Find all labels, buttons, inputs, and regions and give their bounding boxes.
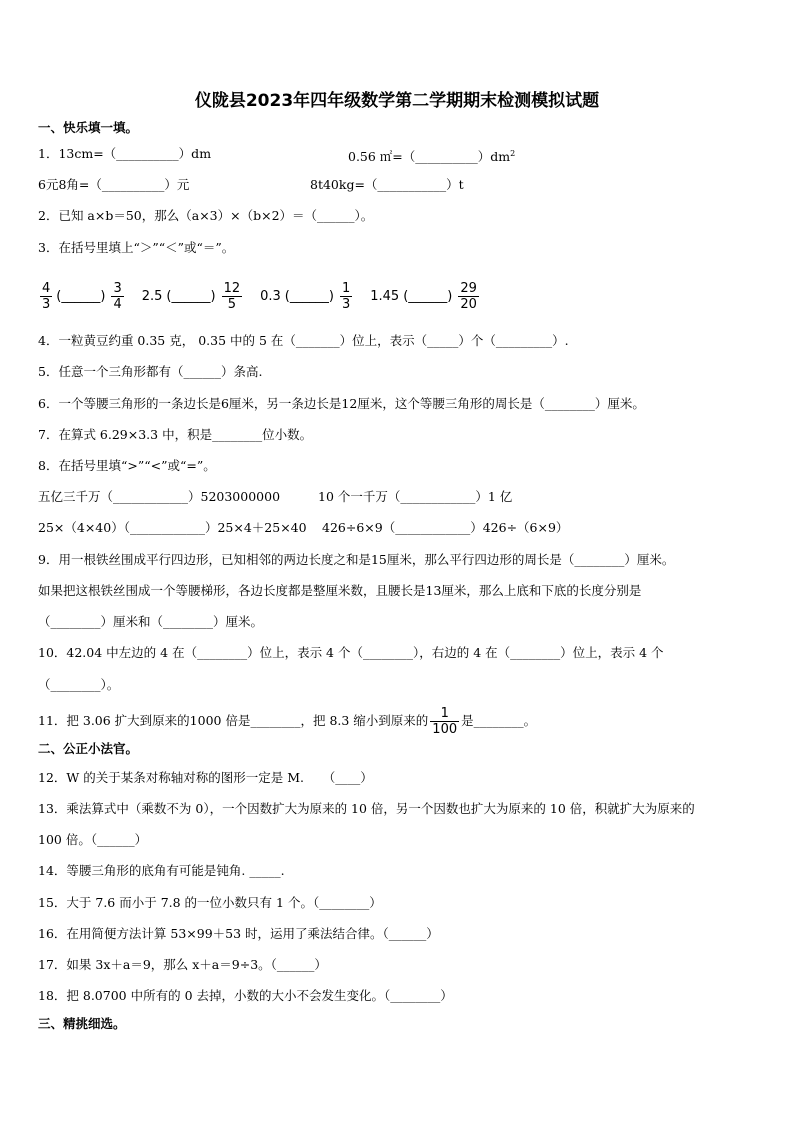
question-10-line2: （________）。 bbox=[38, 677, 120, 692]
fraction: $\frac{3}{4}$ bbox=[113, 280, 122, 312]
question-8-row2a: 25×（4×40）（____________）25×4＋25×40 bbox=[38, 520, 307, 535]
section-heading-2: 二、公正小法官。 bbox=[38, 741, 139, 756]
question-14: 14．等腰三角形的底角有可能是钝角. _____. bbox=[38, 863, 285, 878]
question-9-line1: 9．用一根铁丝围成平行四边形，已知相邻的两边长度之和是15厘米，那么平行四边形的周长是（________）厘米。 bbox=[38, 552, 675, 567]
question-3: 3．在括号里填上“＞”“＜”或“＝”。 bbox=[38, 240, 235, 255]
section-heading-3: 三、精挑细选。 bbox=[38, 1016, 126, 1031]
question-18: 18．把 8.0700 中所有的 0 去掉，小数的大小不会发生变化。（________） bbox=[38, 988, 453, 1003]
comparison-blank: (______) bbox=[166, 288, 216, 304]
question-8: 8．在括号里填“>”“<”或“=”。 bbox=[38, 458, 216, 473]
page-title: 仪陇县2023年四年级数学第二学期期末检测模拟试题 bbox=[194, 91, 600, 111]
question-8-row1a: 五亿三千万（____________）5203000000 bbox=[38, 489, 281, 504]
fraction: $\frac{1}{3}$ bbox=[341, 280, 351, 312]
fraction: $\frac{29}{20}$ bbox=[460, 280, 477, 312]
fraction: $\frac{1}{100}$ bbox=[432, 705, 458, 737]
decimal-value: 0.3 bbox=[260, 288, 281, 304]
question-13-line2: 100 倍。（______） bbox=[38, 832, 148, 847]
comparison-blank: (______) bbox=[403, 288, 453, 304]
question-2: 2．已知 a×b＝50，那么（a×3）×（b×2）＝（______）。 bbox=[38, 208, 374, 223]
question-4: 4．一粒黄豆约重 0.35 克， 0.35 中的 5 在（_______）位上，表示（_____）个（_________）. bbox=[38, 333, 569, 348]
question-8-row2b: 426÷6×9（____________）426÷（6×9） bbox=[322, 520, 569, 535]
question-5: 5．任意一个三角形都有（______）条高. bbox=[38, 364, 263, 379]
fraction: $\frac{12}{5}$ bbox=[223, 280, 241, 312]
decimal-value: 2.5 bbox=[141, 288, 163, 304]
question-1b-text: 0.56 ㎡=（__________）dm bbox=[348, 149, 511, 165]
question-11-pre: 11．把 3.06 扩大到原来的1000 倍是________，把 8.3 缩小到原来的 bbox=[38, 713, 429, 728]
question-12: 12．W 的关于某条对称轴对称的图形一定是 M. （____） bbox=[38, 770, 373, 785]
question-1c: 6元8角=（__________）元 bbox=[38, 177, 190, 192]
question-9-line3: （________）厘米和（________）厘米。 bbox=[38, 614, 264, 629]
section-heading-1: 一、快乐填一填。 bbox=[38, 120, 139, 135]
fraction: $\frac{4}{3}$ bbox=[42, 280, 51, 312]
question-7: 7．在算式 6.29×3.3 中，积是________位小数。 bbox=[38, 427, 313, 442]
decimal-value: 1.45 bbox=[370, 288, 400, 304]
question-16: 16．在用简便方法计算 53×99＋53 时，运用了乘法结合律。（______） bbox=[38, 926, 439, 941]
question-15: 15．大于 7.6 而小于 7.8 的一位小数只有 1 个。（________） bbox=[38, 895, 382, 910]
question-17: 17．如果 3x＋a＝9，那么 x＋a＝9÷3。（______） bbox=[38, 957, 327, 972]
question-1a: 1．13cm=（__________）dm bbox=[38, 146, 212, 161]
question-10-line1: 10．42.04 中左边的 4 在（________）位上，表示 4 个（________），右边的 4 在（________）位上，表示 4 个 bbox=[38, 645, 664, 660]
question-1b-superscript: 2 bbox=[510, 149, 516, 158]
comparison-blank: (______) bbox=[284, 288, 334, 304]
question-3-comparisons bbox=[38, 276, 483, 316]
question-8-row1b: 10 个一千万（____________）1 亿 bbox=[318, 489, 513, 504]
question-13-line1: 13．乘法算式中（乘数不为 0），一个因数扩大为原来的 10 倍，另一个因数也扩大为原来的 10 倍，积就扩大为原来的 bbox=[38, 801, 695, 816]
question-11-post: 是________。 bbox=[461, 713, 537, 728]
question-1b bbox=[348, 146, 515, 165]
question-9-line2: 如果把这根铁丝围成一个等腰梯形，各边长度都是整厘米数，且腰长是13厘米，那么上底和下底的长度分别是 bbox=[38, 583, 642, 598]
comparison-blank: (______) bbox=[56, 288, 106, 304]
question-1d: 8t40kg=（___________）t bbox=[310, 177, 464, 192]
question-11 bbox=[38, 705, 536, 737]
question-6: 6．一个等腰三角形的一条边长是6厘米，另一条边长是12厘米，这个等腰三角形的周长是（________）厘米。 bbox=[38, 396, 645, 411]
